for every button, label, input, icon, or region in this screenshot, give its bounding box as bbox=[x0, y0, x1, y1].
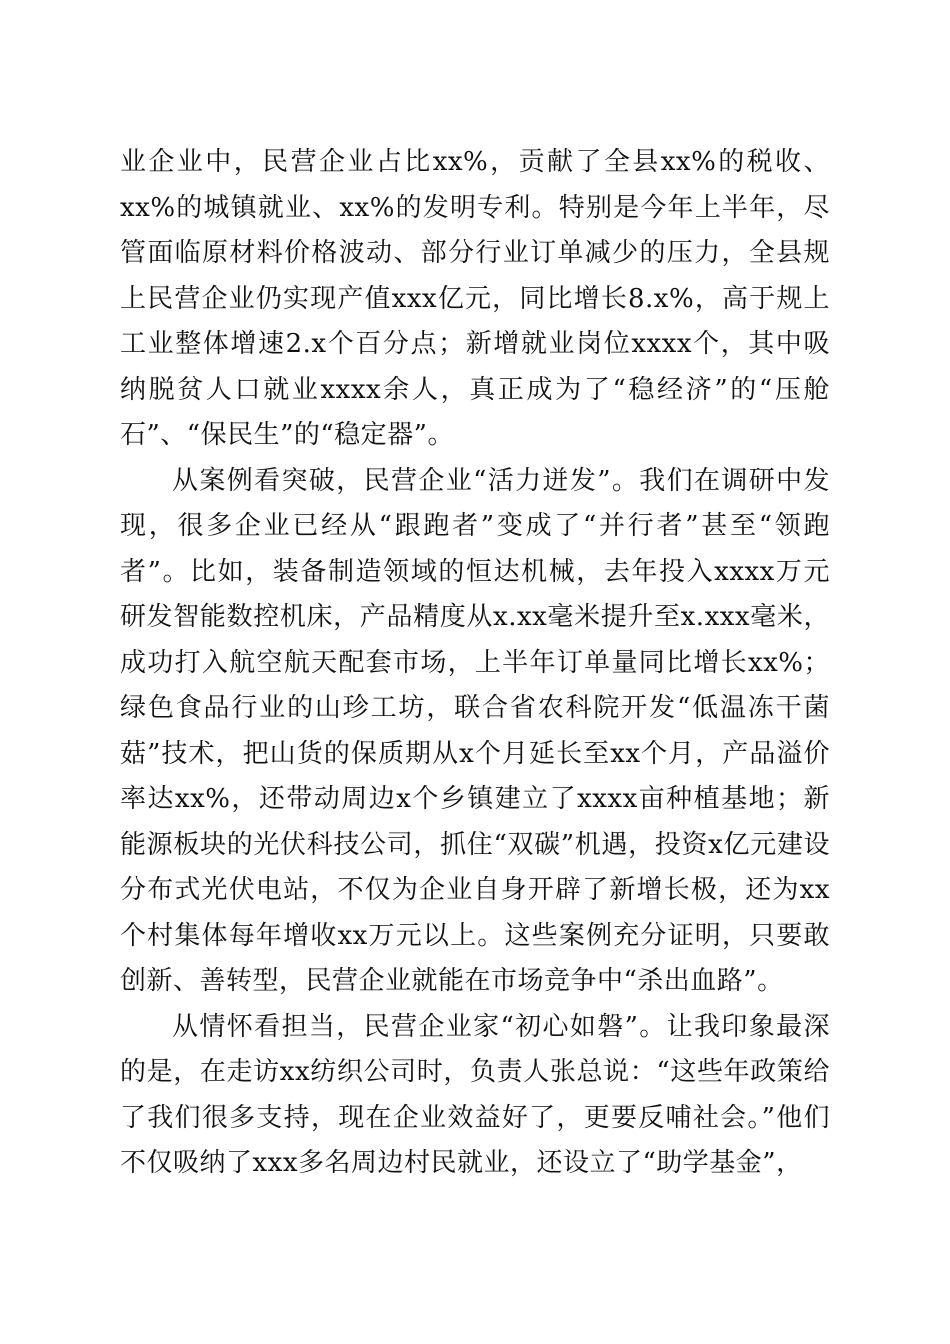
paragraph-continued: 业企业中，民营企业占比xx%，贡献了全县xx%的税收、xx%的城镇就业、xx%的发明专利。特别是今年上半年，尽管面临原材料价格波动、部分行业订单减少的压力，全县规上民营企业仍实现产值xxx亿元，同比增长8.x%，高于规上工业整体增速2.x个百分点；新增就业岗位xxxx个，其中吸纳脱贫人口就业xxxx余人，真正成为了“稳经济”的“压舱石”、“保民生”的“稳定器”。 bbox=[120, 147, 830, 450]
paragraph-responsibility: 从情怀看担当，民营企业家“初心如磐”。让我印象最深的是，在走访xx纺织公司时，负责人张总说：“这些年政策给了我们很多支持，现在企业效益好了，更要反哺社会。”他们不仅吸纳了xxx多名周边村民就业，还设立了“助学基金”， bbox=[120, 1011, 830, 1178]
document-body bbox=[120, 140, 830, 1187]
paragraph-cases: 从案例看突破，民营企业“活力迸发”。我们在调研中发现，很多企业已经从“跟跑者”变成了“并行者”甚至“领跑者”。比如，装备制造领域的恒达机械，去年投入xxxx万元研发智能数控机床，产品精度从x.xx毫米提升至x.xxx毫米，成功打入航空航天配套市场，上半年订单量同比增长xx%；绿色食品行业的山珍工坊，联合省农科院开发“低温冻干菌菇”技术，把山货的保质期从x个月延长至xx个月，产品溢价率达xx%，还带动周边x个乡镇建立了xxxx亩种植基地；新能源板块的光伏科技公司，抓住“双碳”机遇，投资x亿元建设分布式光伏电站，不仅为企业自身开辟了新增长极，还为xx个村集体每年增收xx万元以上。这些案例充分证明，只要敢创新、善转型，民营企业就能在市场竞争中“杀出血路”。 bbox=[120, 465, 830, 996]
